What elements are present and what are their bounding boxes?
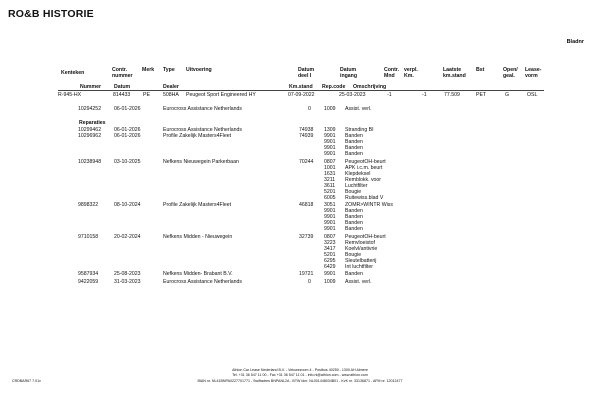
- row-omschrijving: Bougie: [345, 188, 362, 195]
- row-rep-code: 9901: [324, 271, 336, 277]
- record-datum: 06-01-2026: [114, 106, 141, 112]
- page-number-label: Bladnr: [566, 39, 584, 45]
- row-rep-code: 6005: [324, 194, 336, 201]
- row-rep-code: 9901: [324, 220, 336, 226]
- row-rep-code: 9901: [324, 208, 336, 214]
- row-km: 70244: [299, 158, 314, 165]
- vehicle-uitvoering: Peugeot Sport Engineered HY: [186, 92, 256, 98]
- row-rep-code: 6429: [324, 263, 336, 270]
- vehicle-datum-deel1: 07-09-2022: [288, 92, 315, 98]
- row-rep-code: 9901: [324, 151, 336, 157]
- row-omschrijving: Int luchtfilter: [345, 263, 373, 270]
- header-open-geal: Open/ geal.: [503, 67, 518, 79]
- row-km: 74939: [299, 133, 314, 139]
- header-dealer: Dealer: [163, 84, 179, 90]
- row-omschrijving: Banden: [345, 271, 363, 277]
- row-km: 46818: [299, 202, 314, 208]
- row-datum: 25-08-2023: [114, 271, 141, 277]
- row-omschrijving: Sleutelbatterij: [345, 257, 377, 264]
- header-datum-deel1: Datum deel I: [298, 67, 315, 79]
- header-contr-mnd: Contr. Mnd: [384, 67, 399, 79]
- row-dealer: Nefkens Midden- Brabant B.V.: [163, 271, 233, 277]
- row-omschrijving: Banden: [345, 145, 363, 151]
- vehicle-open-geal: G: [505, 92, 510, 98]
- record-rep-code: 1009: [324, 106, 336, 112]
- header-verpl-km: verpl. Km.: [404, 67, 418, 79]
- vehicle-type: 508HA: [163, 92, 179, 98]
- header-bst: Bst: [476, 67, 485, 73]
- row-rep-code: 3223: [324, 239, 336, 246]
- row-rep-code: 1309: [324, 127, 336, 133]
- row-rep-code: 6295: [324, 257, 336, 264]
- row-rep-code: 3211: [324, 176, 336, 183]
- row-dealer: Eurocross Assistance Netherlands: [163, 278, 243, 285]
- row-km: 0: [308, 278, 311, 285]
- vehicle-contr-mnd: -1: [387, 92, 392, 98]
- row-km: 19721: [299, 271, 314, 277]
- vehicle-merk: PE: [143, 92, 150, 98]
- row-omschrijving: PeugeotOH-beurt: [345, 233, 386, 240]
- row-nummer: 10299462: [78, 127, 102, 133]
- vehicle-laatste-km: 77.509: [444, 92, 460, 98]
- row-omschrijving: APK i.c.m. beurt: [345, 164, 383, 171]
- row-rep-code: 9901: [324, 214, 336, 220]
- vehicle-datum-ingang: 25-03-2023: [339, 92, 366, 98]
- row-rep-code: 5201: [324, 188, 336, 195]
- row-omschrijving: Banden: [345, 139, 363, 145]
- header-rep-code: Rep.code: [322, 84, 346, 90]
- header-type: Type: [163, 67, 175, 73]
- row-nummer: 9422059: [78, 278, 99, 285]
- header-nummer: Nummer: [80, 84, 102, 90]
- row-km: 74938: [299, 127, 314, 133]
- row-omschrijving: Klepdeksel: [345, 170, 371, 177]
- row-omschrijving: Bougie: [345, 251, 362, 258]
- row-omschrijving: Remvloeistof: [345, 239, 375, 246]
- row-dealer: Profile Zakelijk Masters4Fleet: [163, 202, 232, 208]
- row-rep-code: 1009: [324, 278, 336, 285]
- header-laatste-km: Laatste km.stand: [443, 67, 466, 79]
- row-datum: 06-01-2026: [114, 133, 141, 139]
- row-dealer: Profile Zakelijk Masters4Fleet: [163, 133, 232, 139]
- vehicle-verpl-km: -1: [422, 92, 427, 98]
- row-omschrijving: PeugeotOH-beurt: [345, 158, 386, 165]
- page-title: RO&B HISTORIE: [8, 8, 94, 20]
- row-omschrijving: Banden: [345, 208, 363, 214]
- record-dealer: Eurocross Assistance Netherlands: [163, 106, 243, 112]
- row-nummer: 9710158: [78, 233, 99, 240]
- header-divider: [58, 90, 544, 91]
- row-rep-code: 3417: [324, 245, 336, 252]
- row-rep-code: 1001: [324, 164, 336, 171]
- vehicle-lease-vorm: OSL: [527, 92, 538, 98]
- vehicle-bst: PET: [476, 92, 487, 98]
- record-km: 0: [308, 106, 311, 112]
- row-omschrijving: Luchtfilter: [345, 182, 368, 189]
- row-omschrijving: Koelvl/antivrie: [345, 245, 378, 252]
- row-rep-code: 9901: [324, 139, 336, 145]
- row-datum: 20-02-2024: [114, 233, 141, 240]
- row-rep-code: 0807: [324, 158, 336, 165]
- footer-address: Athlon Car Lease Nederland B.V. - Veluwezoom 4 - Postbus 40250 - 1300 AH Almere: [232, 368, 368, 372]
- row-omschrijving: Banden: [345, 214, 363, 220]
- vehicle-contr-nummer: 814433: [113, 92, 131, 98]
- footer-legal: IBAN nr. NL41BNPA0227701771 - Swiftadres BNPANL2A - BTW idnr. NL001448034B01 - KvK nr. 33136871 - AFM nr. 12012477: [197, 379, 403, 383]
- reparaties-section-label: Reparaties: [79, 120, 106, 126]
- header-lease-vorm: Lease- vorm: [525, 67, 542, 79]
- row-rep-code: 0807: [324, 233, 336, 240]
- row-nummer: 10238948: [78, 158, 102, 165]
- row-omschrijving: ZOMR>WINTR Wiss: [345, 202, 393, 208]
- row-datum: 06-01-2026: [114, 127, 141, 133]
- row-km: 32739: [299, 233, 314, 240]
- footer-contact: Tel. +31 36 547 11 00 - Fax +31 36 547 11 01 - info.nl@athlon.com - www.athlon.com: [232, 373, 368, 377]
- header-uitvoering: Uitvoering: [186, 67, 212, 73]
- row-omschrijving: Banden: [345, 220, 363, 226]
- row-rep-code: 9901: [324, 133, 336, 139]
- vehicle-kenteken: R-945-HX: [58, 92, 82, 98]
- row-dealer: Eurocross Assistance Netherlands: [163, 127, 243, 133]
- row-datum: 31-03-2023: [114, 278, 141, 285]
- row-rep-code: 1631: [324, 170, 336, 177]
- row-nummer: 9587934: [78, 271, 99, 277]
- record-nummer: 10294252: [78, 106, 102, 112]
- record-omschrijving: Assist. verl.: [345, 106, 372, 112]
- row-rep-code: 3051: [324, 202, 336, 208]
- row-omschrijving: Stranding BI: [345, 127, 374, 133]
- row-omschrijving: Assist. verl.: [345, 278, 372, 285]
- header-merk: Merk: [142, 67, 155, 73]
- row-datum: 08-10-2024: [114, 202, 141, 208]
- row-rep-code: 9901: [324, 226, 336, 232]
- footer-form-code: CRDBAR67 7.01v: [12, 379, 41, 383]
- header-contr-nummer: Contr. nummer: [112, 67, 133, 79]
- header-kenteken: Kenteken: [61, 70, 85, 76]
- row-omschrijving: Banden: [345, 133, 363, 139]
- row-datum: 03-10-2025: [114, 158, 141, 165]
- row-rep-code: 5201: [324, 251, 336, 258]
- row-dealer: Nefkens Nieuwegein Parkerbaan: [163, 158, 239, 165]
- row-omschrijving: Banden: [345, 226, 363, 232]
- row-nummer: 9898322: [78, 202, 99, 208]
- row-omschrijving: Banden: [345, 151, 363, 157]
- header-km-stand: Km.stand: [289, 84, 313, 90]
- row-rep-code: 9901: [324, 145, 336, 151]
- row-omschrijving: Ruitewiss.blad V: [345, 194, 384, 201]
- header-datum: Datum: [114, 84, 131, 90]
- header-omschrijving: Omschrijving: [353, 84, 387, 90]
- row-dealer: Nefkens Midden - Nieuwegein: [163, 233, 233, 240]
- row-rep-code: 3611: [324, 182, 336, 189]
- header-datum-ingang: Datum ingang: [340, 67, 358, 79]
- row-omschrijving: Remblokk. voor: [345, 176, 382, 183]
- row-nummer: 10296962: [78, 133, 102, 139]
